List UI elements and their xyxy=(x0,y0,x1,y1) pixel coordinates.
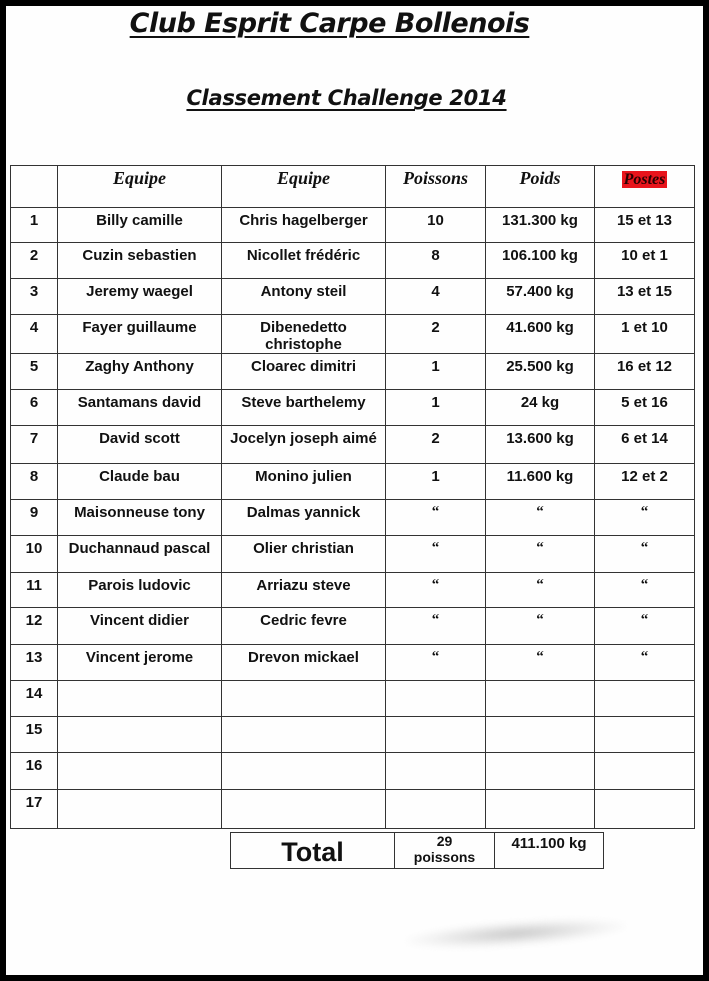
poids-cell-text xyxy=(486,717,594,721)
team-b-cell xyxy=(222,464,386,500)
team-b-cell-text xyxy=(222,753,385,757)
poissons-cell-text: “ xyxy=(431,540,440,556)
poids-cell-text: “ xyxy=(536,540,544,556)
team-b-cell-text: Dibenedetto christophe xyxy=(260,319,347,353)
poissons-cell-text: 10 xyxy=(427,212,444,229)
club-title: Club Esprit Carpe Bollenois xyxy=(129,8,530,39)
rank-cell-text: 17 xyxy=(25,794,43,811)
team-a-cell xyxy=(58,279,222,315)
team-b-cell xyxy=(222,753,386,790)
team-b-cell xyxy=(222,790,386,829)
rank-cell-text: 4 xyxy=(29,319,39,336)
postes-cell-text: “ xyxy=(640,577,649,593)
team-a-cell xyxy=(58,573,222,608)
poids-cell xyxy=(486,464,595,500)
col-header-rank xyxy=(11,166,58,208)
table-row xyxy=(11,390,695,426)
table-row xyxy=(11,464,695,500)
team-b-cell-text xyxy=(222,790,385,794)
rank-cell xyxy=(11,279,58,315)
rank-cell-text: 12 xyxy=(25,612,43,629)
scanned-page xyxy=(6,6,703,975)
postes-cell-text: 13 et 15 xyxy=(616,283,673,300)
table-row xyxy=(11,608,695,645)
team-a-cell xyxy=(58,681,222,717)
poissons-cell-text: “ xyxy=(431,649,440,665)
postes-cell-text: “ xyxy=(640,612,649,628)
poids-cell-text: “ xyxy=(536,577,544,593)
table-row xyxy=(11,354,695,390)
rank-cell-text: 6 xyxy=(29,394,39,411)
poids-cell xyxy=(486,717,595,753)
rank-cell-text: 3 xyxy=(29,283,39,300)
poids-cell-text xyxy=(486,790,594,794)
postes-cell xyxy=(595,536,695,573)
team-b-cell-text: Cedric fevre xyxy=(260,612,347,629)
team-b-cell-text: Chris hagelberger xyxy=(239,212,368,229)
poids-cell xyxy=(486,500,595,536)
team-a-cell-text: Zaghy Anthony xyxy=(85,358,194,375)
rank-cell xyxy=(11,753,58,790)
postes-cell-text: “ xyxy=(640,504,649,520)
postes-cell-text: 10 et 1 xyxy=(621,247,668,264)
rank-cell-text: 9 xyxy=(29,504,39,521)
ranking-table xyxy=(10,165,695,829)
poissons-cell xyxy=(386,354,486,390)
poids-cell-text: “ xyxy=(536,649,544,665)
table-row xyxy=(11,243,695,279)
col-header-equipe-1: Equipe xyxy=(58,166,222,208)
postes-cell xyxy=(595,500,695,536)
team-a-cell-text xyxy=(58,753,221,757)
team-b-cell xyxy=(222,426,386,464)
table-row xyxy=(11,573,695,608)
rank-cell-text: 1 xyxy=(29,212,39,229)
rank-cell xyxy=(11,536,58,573)
poissons-cell-text: 8 xyxy=(431,247,440,264)
poids-cell-text: 13.600 kg xyxy=(506,430,574,447)
team-a-cell xyxy=(58,790,222,829)
rank-cell-text: 16 xyxy=(25,757,43,774)
poids-cell xyxy=(486,279,595,315)
poids-cell xyxy=(486,790,595,829)
team-a-cell xyxy=(58,426,222,464)
poids-cell-text xyxy=(486,753,594,757)
team-a-cell xyxy=(58,753,222,790)
poids-cell xyxy=(486,315,595,354)
poissons-cell-text: 2 xyxy=(431,430,440,447)
rank-cell xyxy=(11,681,58,717)
poissons-cell-text xyxy=(386,717,485,721)
rank-cell xyxy=(11,608,58,645)
rank-cell xyxy=(11,426,58,464)
poids-cell xyxy=(486,426,595,464)
poissons-cell-text: 1 xyxy=(431,358,440,375)
poids-cell xyxy=(486,390,595,426)
page-subtitle: Classement Challenge 2014 xyxy=(186,86,507,110)
team-a-cell-text: David scott xyxy=(99,430,180,447)
rank-cell xyxy=(11,717,58,753)
poissons-cell xyxy=(386,645,486,681)
poissons-cell-text: “ xyxy=(431,612,440,628)
poids-cell-text: “ xyxy=(536,612,544,628)
poissons-cell xyxy=(386,426,486,464)
rank-cell xyxy=(11,315,58,354)
poids-cell-text: 131.300 kg xyxy=(502,212,578,229)
poids-cell-text xyxy=(486,681,594,685)
team-b-cell xyxy=(222,681,386,717)
poissons-cell xyxy=(386,500,486,536)
team-b-cell xyxy=(222,279,386,315)
postes-cell xyxy=(595,681,695,717)
postes-cell xyxy=(595,608,695,645)
postes-cell xyxy=(595,315,695,354)
postes-cell-text xyxy=(595,790,694,794)
poids-cell-text: 57.400 kg xyxy=(506,283,574,300)
poids-cell-text: “ xyxy=(536,504,544,520)
poids-cell xyxy=(486,354,595,390)
total-row xyxy=(231,833,604,869)
team-a-cell-text: Santamans david xyxy=(77,394,202,411)
col-header-poissons: Poissons xyxy=(386,166,486,208)
postes-highlight: Postes xyxy=(623,171,666,188)
team-b-cell-text: Antony steil xyxy=(260,283,347,300)
col-header-poids: Poids xyxy=(486,166,595,208)
team-a-cell-text: Maisonneuse tony xyxy=(74,504,205,521)
poids-cell xyxy=(486,753,595,790)
poids-cell xyxy=(486,536,595,573)
team-b-cell-text: Jocelyn joseph aimé xyxy=(230,430,377,447)
team-b-cell xyxy=(222,608,386,645)
table-row xyxy=(11,717,695,753)
rank-cell-text: 13 xyxy=(25,649,43,666)
table-header-row xyxy=(11,166,695,208)
postes-cell-text: 6 et 14 xyxy=(621,430,668,447)
team-a-cell xyxy=(58,315,222,354)
scan-smudge xyxy=(405,913,626,953)
poids-cell-text: 106.100 kg xyxy=(502,247,578,264)
rank-cell xyxy=(11,243,58,279)
postes-cell xyxy=(595,279,695,315)
table-row xyxy=(11,645,695,681)
rank-cell xyxy=(11,573,58,608)
team-b-cell-text: Dalmas yannick xyxy=(246,504,361,521)
poissons-cell xyxy=(386,753,486,790)
total-poissons-count: 29 xyxy=(436,833,453,849)
table-row xyxy=(11,753,695,790)
rank-cell-text: 7 xyxy=(29,430,39,447)
total-label: Total xyxy=(231,833,395,869)
postes-cell xyxy=(595,753,695,790)
postes-cell-text xyxy=(595,753,694,757)
postes-cell xyxy=(595,208,695,243)
rank-cell-text: 14 xyxy=(25,685,43,702)
postes-cell-text xyxy=(595,717,694,721)
table-row xyxy=(11,315,695,354)
team-a-cell-text: Parois ludovic xyxy=(88,577,191,594)
team-a-cell-text: Jeremy waegel xyxy=(86,283,193,300)
team-b-cell xyxy=(222,208,386,243)
poissons-cell-text: 1 xyxy=(431,394,440,411)
rank-cell-text: 15 xyxy=(25,721,43,738)
postes-cell-text: “ xyxy=(640,649,649,665)
table-row xyxy=(11,426,695,464)
poids-cell xyxy=(486,573,595,608)
postes-cell xyxy=(595,790,695,829)
poissons-cell xyxy=(386,464,486,500)
poissons-cell xyxy=(386,243,486,279)
team-a-cell-text: Fayer guillaume xyxy=(82,319,197,336)
total-poids: 411.100 kg xyxy=(495,833,604,869)
table-row xyxy=(11,790,695,829)
team-b-cell xyxy=(222,645,386,681)
team-a-cell xyxy=(58,354,222,390)
poids-cell xyxy=(486,645,595,681)
postes-cell xyxy=(595,243,695,279)
team-b-cell-text xyxy=(222,681,385,685)
poids-cell xyxy=(486,681,595,717)
postes-cell xyxy=(595,354,695,390)
poissons-cell xyxy=(386,279,486,315)
total-poissons-unit: poissons xyxy=(413,849,476,865)
team-a-cell xyxy=(58,717,222,753)
team-b-cell-text: Nicollet frédéric xyxy=(246,247,361,264)
table-row xyxy=(11,681,695,717)
rank-cell xyxy=(11,790,58,829)
poids-cell-text: 25.500 kg xyxy=(506,358,574,375)
team-a-cell-text xyxy=(58,681,221,685)
postes-cell-text: 5 et 16 xyxy=(621,394,668,411)
team-b-cell-text: Arriazu steve xyxy=(256,577,351,594)
rank-cell xyxy=(11,645,58,681)
team-b-cell-text xyxy=(222,717,385,721)
team-a-cell-text: Vincent jerome xyxy=(85,649,194,666)
poissons-cell-text xyxy=(386,790,485,794)
rank-cell-text: 5 xyxy=(29,358,39,375)
team-b-cell xyxy=(222,536,386,573)
team-a-cell-text xyxy=(58,717,221,721)
team-a-cell-text: Billy camille xyxy=(96,212,183,229)
team-b-cell xyxy=(222,573,386,608)
postes-cell xyxy=(595,426,695,464)
team-b-cell-text: Olier christian xyxy=(253,540,354,557)
team-b-cell xyxy=(222,315,386,354)
col-header-postes xyxy=(595,166,695,208)
team-b-cell xyxy=(222,243,386,279)
poids-cell-text: 24 kg xyxy=(520,394,560,411)
rank-cell xyxy=(11,208,58,243)
poissons-cell xyxy=(386,717,486,753)
team-a-cell-text: Cuzin sebastien xyxy=(82,247,197,264)
postes-cell-text xyxy=(595,681,694,685)
team-a-cell xyxy=(58,500,222,536)
team-a-cell xyxy=(58,208,222,243)
total-poissons xyxy=(395,833,495,869)
team-a-cell-text: Vincent didier xyxy=(90,612,189,629)
poissons-cell xyxy=(386,390,486,426)
team-b-cell-text: Steve barthelemy xyxy=(241,394,366,411)
rank-cell-text: 2 xyxy=(29,247,39,264)
postes-cell xyxy=(595,573,695,608)
postes-cell-text: “ xyxy=(640,540,649,556)
postes-cell xyxy=(595,717,695,753)
team-a-cell xyxy=(58,536,222,573)
team-b-cell xyxy=(222,500,386,536)
postes-cell-text: 15 et 13 xyxy=(616,212,673,229)
team-a-cell xyxy=(58,390,222,426)
table-row xyxy=(11,536,695,573)
poissons-cell-text: “ xyxy=(431,577,440,593)
poids-cell xyxy=(486,208,595,243)
poissons-cell xyxy=(386,790,486,829)
poissons-cell-text xyxy=(386,753,485,757)
poissons-cell xyxy=(386,208,486,243)
rank-cell xyxy=(11,354,58,390)
table-row xyxy=(11,208,695,243)
table-row xyxy=(11,279,695,315)
poissons-cell xyxy=(386,608,486,645)
rank-cell-text: 10 xyxy=(25,540,43,557)
postes-cell xyxy=(595,464,695,500)
team-a-cell xyxy=(58,645,222,681)
team-a-cell xyxy=(58,464,222,500)
team-b-cell-text: Monino julien xyxy=(255,468,352,485)
team-b-cell xyxy=(222,717,386,753)
poids-cell xyxy=(486,608,595,645)
poissons-cell xyxy=(386,573,486,608)
team-b-cell-text: Drevon mickael xyxy=(248,649,359,666)
postes-cell xyxy=(595,390,695,426)
rank-cell xyxy=(11,464,58,500)
postes-cell-text: 1 et 10 xyxy=(621,319,668,336)
team-b-cell-text: Cloarec dimitri xyxy=(250,358,357,375)
postes-cell-text: 16 et 12 xyxy=(616,358,673,375)
total-table xyxy=(230,832,604,869)
team-a-cell-text: Claude bau xyxy=(99,468,180,485)
poids-cell-text: 11.600 kg xyxy=(506,468,574,485)
rank-cell xyxy=(11,500,58,536)
team-a-cell xyxy=(58,608,222,645)
poids-cell-text: 41.600 kg xyxy=(506,319,574,336)
rank-cell xyxy=(11,390,58,426)
poissons-cell-text: 1 xyxy=(431,468,440,485)
poissons-cell-text: “ xyxy=(431,504,440,520)
team-a-cell-text: Duchannaud pascal xyxy=(68,540,211,557)
col-header-equipe-2: Equipe xyxy=(222,166,386,208)
poissons-cell xyxy=(386,315,486,354)
poissons-cell-text: 2 xyxy=(431,319,440,336)
team-a-cell-text xyxy=(58,790,221,794)
poissons-cell-text: 4 xyxy=(431,283,440,300)
postes-cell-text: 12 et 2 xyxy=(621,468,668,485)
team-b-cell xyxy=(222,354,386,390)
rank-cell-text: 11 xyxy=(26,577,42,594)
poissons-cell xyxy=(386,681,486,717)
table-row xyxy=(11,500,695,536)
rank-cell-text: 8 xyxy=(29,468,39,485)
team-a-cell xyxy=(58,243,222,279)
poids-cell xyxy=(486,243,595,279)
poissons-cell xyxy=(386,536,486,573)
team-b-cell xyxy=(222,390,386,426)
poissons-cell-text xyxy=(386,681,485,685)
postes-cell xyxy=(595,645,695,681)
